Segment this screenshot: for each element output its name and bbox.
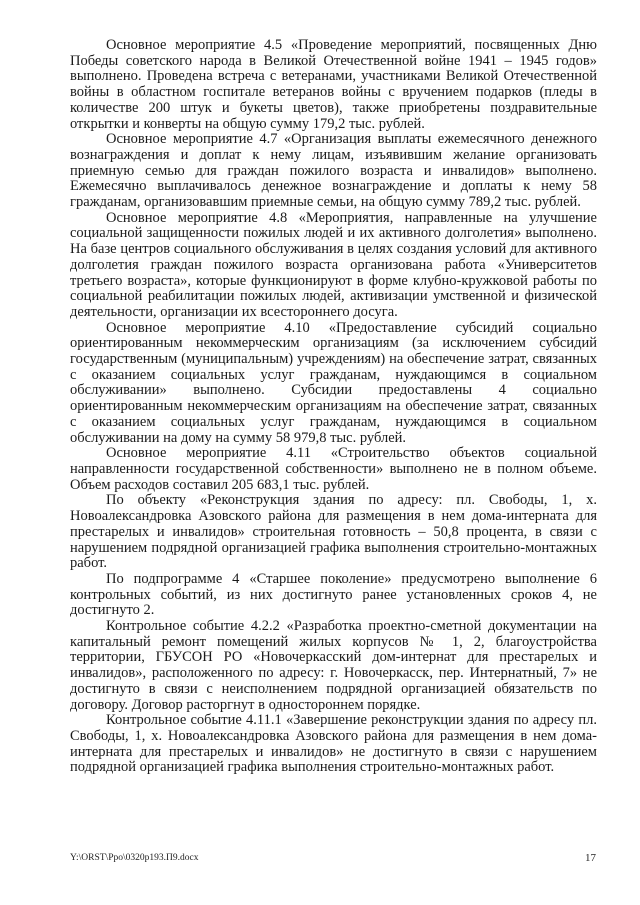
paragraph-control-event-4-2-2: Контрольное событие 4.2.2 «Разработка проектно-сметной документации на капитальный ремонт помещений жилых корпусов № 1, 2, благоустройства территории, ГБУСОН РО «Новочеркасский дом-интернат для престарелых и инвалидов», расположенного по адресу: г. Новочеркасск, пер. Интернатный, 7» не достигнуто в связи с неисполнением подрядной организацией обязательств по договору. Договор расторгнут в одностороннем порядке. <box>70 618 597 713</box>
paragraph-event-4-11: Основное мероприятие 4.11 «Строительство объектов социальной направленности государственной собственности» выполнено не в полном объеме. Объем расходов составил 205 683,1 тыс. рублей. <box>70 445 597 493</box>
paragraph-subprogram-4-summary: По подпрограмме 4 «Старшее поколение» предусмотрено выполнение 6 контрольных событий, из них достигнуто ранее установленных сроков 4, не достигнуто 2. <box>70 570 597 619</box>
paragraph-event-4-5: Основное мероприятие 4.5 «Проведение мероприятий, посвященных Дню Победы советского народа в Великой Отечественной войне 1941 – 1945 годов» выполнено. Проведена встреча с ветеранами, участниками Великой Отечественной войны в областном госпитале ветеранов войны с вручением подарков (пледы в количестве 200 штук и букеты цветов), также приобретены поздравительные открытки и конверты на общую сумму 179,2 тыс. рублей. <box>70 37 597 132</box>
page-number: 17 <box>585 852 596 864</box>
paragraph-event-4-7: Основное мероприятие 4.7 «Организация выплаты ежемесячного денежного вознаграждения и доплат к нему лицам, изъявившим желание организовать приемную семью для граждан пожилого возраста и инвалидов» выполнено. Ежемесячно выплачивалось денежное вознаграждение и доплаты к нему 58 гражданам, организовавшим приемные семьи, на общую сумму 789,2 тыс. рублей. <box>70 131 597 211</box>
paragraph-control-event-4-11-1: Контрольное событие 4.11.1 «Завершение реконструкции здания по адресу пл. Свободы, 1, х. Новоалександровка Азовского района для размещения в нем дома-интерната для престарелых и инвалидов» не достигнуто в связи с нарушением подрядной организацией графика выполнения строительно-монтажных работ. <box>70 712 597 776</box>
paragraph-event-4-10: Основное мероприятие 4.10 «Предоставление субсидий социально ориентированным некоммерческим организациям (за исключением субсидий государственным (муниципальным) учреждениям) на обеспечение затрат, связанных с оказанием социальных услуг гражданам, нуждающимся в социальном обслуживании» выполнено. Субсидии предоставлены 4 социально ориентированным некоммерческим организациям на обеспечение затрат, связанных с оказанием социальных услуг гражданам, нуждающимся в социальном обслуживании на дому на сумму 58 979,8 тыс. рублей. <box>70 319 597 446</box>
document-body <box>70 38 597 776</box>
paragraph-reconstruction-object: По объекту «Реконструкция здания по адресу: пл. Свободы, 1, х. Новоалександровка Азовского района для размещения в нем дома-интерната для престарелых и инвалидов» строительная готовность – 50,8 процента, в связи с нарушением подрядной организацией графика выполнения строительно-монтажных работ. <box>70 492 597 572</box>
paragraph-event-4-8: Основное мероприятие 4.8 «Мероприятия, направленные на улучшение социальной защищенности пожилых людей и их активного долголетия» выполнено. На базе центров социального обслуживания в целях создания условий для активного долголетия граждан пожилого возраста организована работа «Университетов третьего возраста», которые функционируют в форме клубно-кружковой работы по социальной реабилитации пожилых людей, активизации умственной и физической деятельности, организации их всестороннего досуга. <box>70 209 597 320</box>
footer-file-path: Y:\ORST\Ppo\0320p193.П9.docx <box>70 853 199 863</box>
